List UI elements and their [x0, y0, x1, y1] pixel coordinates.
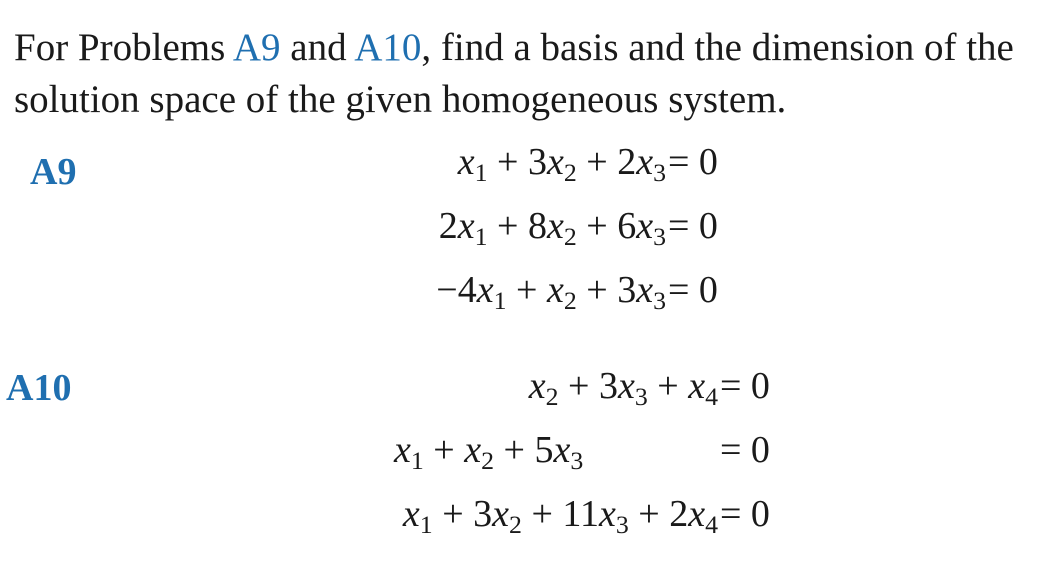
- term-subscript: 1: [474, 158, 488, 188]
- term-subscript: 2: [563, 286, 577, 316]
- term-subscript: 4: [705, 510, 718, 540]
- term-variable: x: [688, 493, 706, 535]
- intro-text-middle: and: [280, 26, 355, 69]
- a9-equation-2-rhs: = 0: [668, 205, 718, 247]
- intro-text-end: , find a basis and the dimension of the solution space of the given homogeneous system.: [14, 26, 1014, 121]
- problem-label-a9: A9: [30, 151, 77, 193]
- term-subscript: 3: [570, 446, 584, 476]
- term-variable: x: [553, 429, 571, 471]
- term-coefficient: + 8: [487, 205, 547, 247]
- term-subscript: 2: [563, 158, 577, 188]
- term-subscript: 1: [410, 446, 424, 476]
- term-coefficient: + 2: [628, 493, 689, 535]
- term-variable: x: [636, 269, 654, 311]
- term-coefficient: + 3: [432, 493, 493, 535]
- term-subscript: 1: [474, 222, 488, 252]
- term-coefficient: −4: [436, 269, 477, 311]
- term-variable: x: [688, 365, 706, 407]
- term-subscript: 2: [509, 510, 522, 540]
- term-coefficient: + 5: [494, 429, 554, 471]
- term-coefficient: + 3: [558, 365, 618, 407]
- term-subscript: 2: [563, 222, 577, 252]
- term-subscript: 1: [493, 286, 507, 316]
- a9-equation-1-rhs: = 0: [668, 141, 718, 183]
- term-coefficient: +: [647, 365, 689, 407]
- term-variable: x: [528, 365, 546, 407]
- term-variable: x: [546, 269, 564, 311]
- equation-lhs: [394, 429, 584, 476]
- term-subscript: 3: [653, 158, 666, 188]
- problem-ref-a10[interactable]: A10: [354, 26, 422, 69]
- term-coefficient: + 3: [487, 141, 547, 183]
- term-variable: x: [636, 205, 654, 247]
- problem-ref-a9[interactable]: A9: [232, 26, 281, 69]
- term-subscript: 2: [481, 446, 495, 476]
- problem-instructions: [14, 22, 1034, 126]
- a10-equation-3-rhs: = 0: [720, 493, 770, 535]
- term-subscript: 3: [653, 286, 666, 316]
- equation-lhs: [436, 269, 666, 316]
- term-subscript: 3: [615, 510, 629, 540]
- term-variable: x: [394, 429, 411, 471]
- a9-equation-3-rhs: = 0: [668, 269, 718, 311]
- term-coefficient: + 6: [576, 205, 637, 247]
- term-subscript: 1: [419, 510, 433, 540]
- equation-lhs: [457, 141, 666, 188]
- problem-label-a10: A10: [6, 367, 72, 409]
- intro-text-start: For Problems: [14, 26, 233, 69]
- term-variable: x: [492, 493, 510, 535]
- term-variable: x: [464, 429, 482, 471]
- term-variable: x: [598, 493, 616, 535]
- term-variable: x: [546, 205, 564, 247]
- term-coefficient: +: [506, 269, 547, 311]
- term-variable: x: [476, 269, 494, 311]
- term-subscript: 2: [545, 382, 559, 412]
- term-coefficient: + 3: [576, 269, 637, 311]
- a10-equation-1-rhs: = 0: [720, 365, 770, 407]
- term-coefficient: 2: [438, 205, 458, 247]
- term-coefficient: + 11: [521, 493, 599, 535]
- term-coefficient: +: [423, 429, 465, 471]
- term-subscript: 4: [705, 382, 718, 412]
- equation-lhs: [528, 365, 718, 412]
- equation-lhs: [438, 205, 666, 252]
- term-variable: x: [617, 365, 635, 407]
- term-variable: x: [457, 141, 475, 183]
- term-variable: x: [402, 493, 420, 535]
- term-variable: x: [636, 141, 654, 183]
- term-variable: x: [457, 205, 475, 247]
- term-subscript: 3: [653, 222, 666, 252]
- a10-equation-2-rhs: = 0: [720, 429, 770, 471]
- term-variable: x: [546, 141, 564, 183]
- equation-lhs: [402, 493, 718, 540]
- term-subscript: 3: [634, 382, 648, 412]
- term-coefficient: + 2: [576, 141, 637, 183]
